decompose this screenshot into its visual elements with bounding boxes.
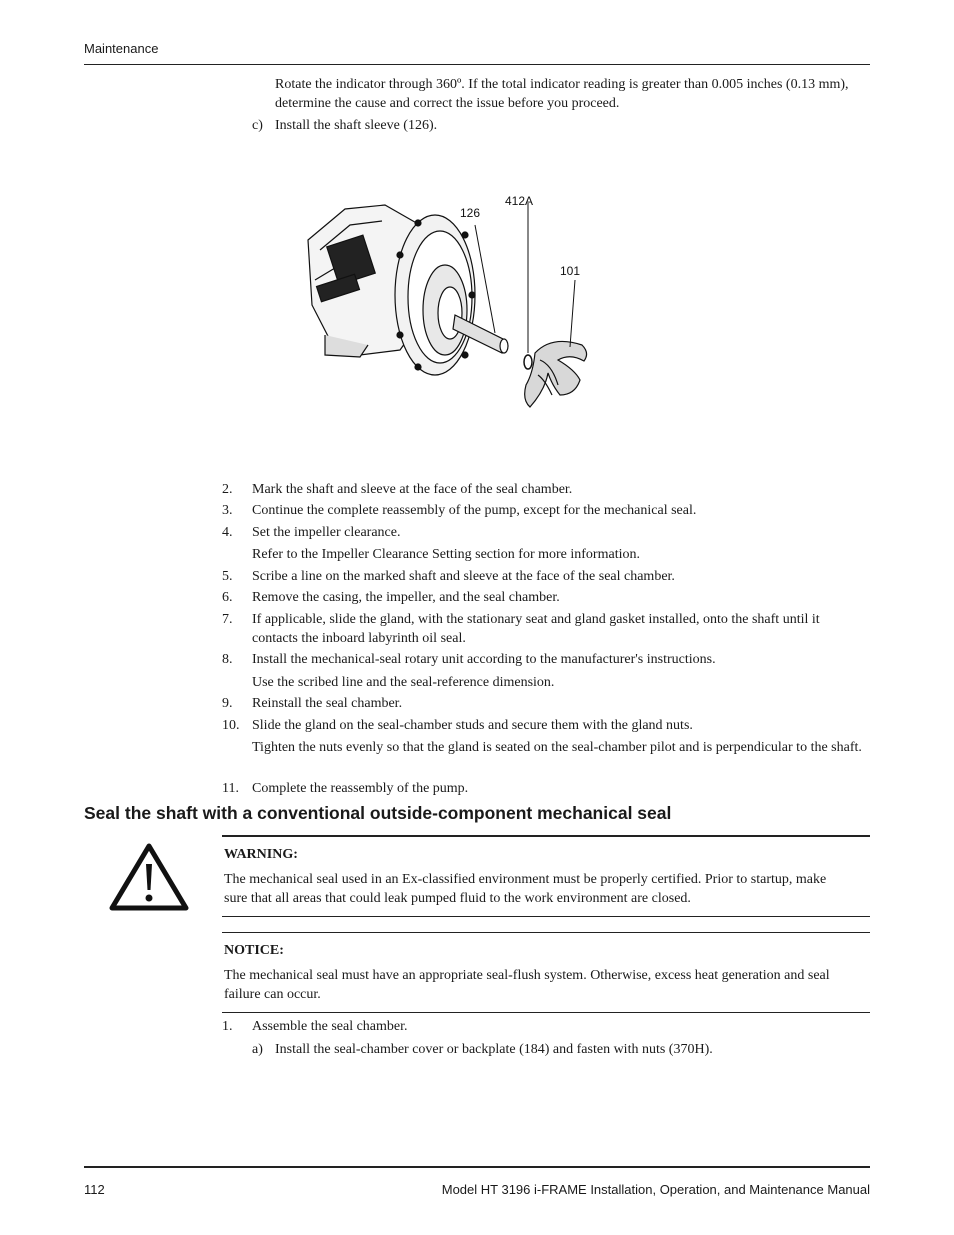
footer-rule — [84, 1166, 870, 1168]
step-text: Refer to the Impeller Clearance Setting section for more information. — [252, 547, 640, 562]
callout-126: 126 — [460, 206, 481, 220]
notice-label: NOTICE: — [224, 943, 284, 958]
section-title: Seal the shaft with a conventional outside-component mechanical seal — [84, 803, 672, 823]
step-number: 5. — [222, 569, 233, 584]
warning-bottom-rule — [222, 916, 870, 917]
step-text: Mark the shaft and sleeve at the face of the seal chamber. — [252, 482, 573, 497]
step-text: Remove the casing, the impeller, and the seal chamber. — [252, 590, 560, 605]
step-text: Set the impeller clearance. — [252, 525, 401, 540]
step-text: Use the scribed line and the seal-reference dimension. — [252, 675, 555, 690]
step-text: Reinstall the seal chamber. — [252, 696, 403, 711]
step-number: 2. — [222, 482, 233, 497]
step-text: Complete the reassembly of the pump. — [252, 781, 469, 796]
header-rule — [84, 64, 870, 65]
section-step-1a-marker: a) — [252, 1042, 263, 1057]
step-text: Tighten the nuts evenly so that the gland is seated on the seal-chamber pilot and is perpendicular to the shaft. — [252, 740, 862, 755]
step-number: 7. — [222, 612, 233, 627]
manual-title: Model HT 3196 i-FRAME Installation, Operation, and Maintenance Manual — [441, 1182, 870, 1197]
step-number: 3. — [222, 503, 233, 518]
warning-text: The mechanical seal used in an Ex-classified environment must be properly certified. Prior to startup, make sure that all areas that could leak pumped fluid to the work environment are closed. — [224, 872, 827, 906]
notice-top-rule — [222, 932, 870, 933]
pump-assembly-figure — [290, 185, 610, 425]
callout-101: 101 — [560, 264, 581, 278]
warning-label: WARNING: — [224, 847, 298, 862]
section-step-1a-text: Install the seal-chamber cover or backplate (184) and fasten with nuts (370H). — [275, 1042, 713, 1057]
step-text: Slide the gland on the seal-chamber studs and secure them with the gland nuts. — [252, 718, 693, 733]
notice-text: The mechanical seal must have an appropriate seal-flush system. Otherwise, excess heat generation and seal failure can occur. — [224, 968, 830, 1002]
callout-412a: 412A — [505, 194, 534, 208]
step-text: Continue the complete reassembly of the pump, except for the mechanical seal. — [252, 503, 697, 518]
notice-bottom-rule — [222, 1012, 870, 1013]
warning-top-rule — [222, 835, 870, 837]
step-number: 10. — [222, 718, 240, 733]
step-text: If applicable, slide the gland, with the stationary seat and gland gasket installed, onto the shaft until it contacts the inboard labyrinth oil seal. — [252, 612, 820, 646]
step-number: 9. — [222, 696, 233, 711]
step-c-marker: c) — [252, 118, 263, 133]
step-number: 4. — [222, 525, 233, 540]
section-step-1-number: 1. — [222, 1019, 233, 1034]
step-number: 8. — [222, 652, 233, 667]
step-c-text: Install the shaft sleeve (126). — [275, 118, 438, 133]
running-header: Maintenance — [84, 41, 159, 56]
page-number: 112 — [84, 1182, 105, 1197]
step-number: 6. — [222, 590, 233, 605]
step-text: Install the mechanical-seal rotary unit according to the manufacturer's instructions. — [252, 652, 716, 667]
warning-icon — [108, 842, 190, 917]
section-step-1-text: Assemble the seal chamber. — [252, 1019, 408, 1034]
pump-exploded-drawing — [290, 185, 610, 425]
rotate-indicator-text: Rotate the indicator through 360º. If the total indicator reading is greater than 0.005 inches (0.13 mm), determine the cause and correct the issue before you proceed. — [275, 77, 849, 111]
step-text: Scribe a line on the marked shaft and sleeve at the face of the seal chamber. — [252, 569, 675, 584]
step-number: 11. — [222, 781, 239, 796]
